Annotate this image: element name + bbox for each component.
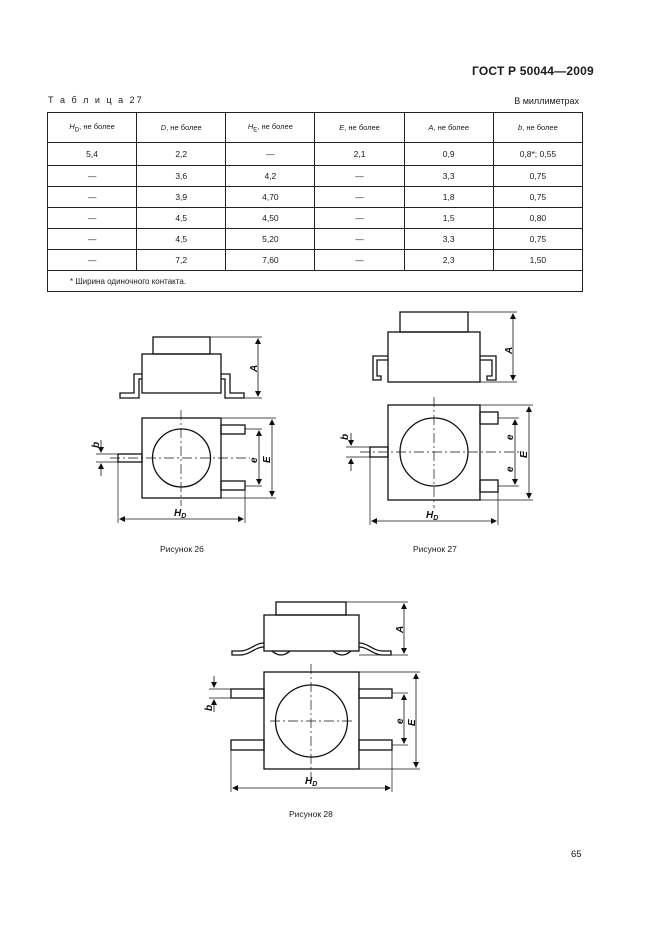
fig27-label-b: b [340, 433, 351, 440]
table-footnote: * Ширина одиночного контакта. [48, 271, 583, 292]
table-cell: 3,3 [404, 229, 493, 250]
table-cell: — [315, 229, 404, 250]
table-cell: — [315, 166, 404, 187]
figure-27-caption: Рисунок 27 [413, 544, 457, 554]
fig28-label-e-small: e [395, 718, 406, 724]
table-units: В миллиметрах [514, 96, 579, 106]
fig26-label-e-small: e [249, 457, 260, 463]
fig28-label-e-large: E [407, 719, 418, 726]
column-header: $H_D$, не более [48, 113, 137, 143]
page-number: 65 [571, 849, 582, 860]
table-cell: 3,6 [137, 166, 226, 187]
table-cell: 4,2 [226, 166, 315, 187]
fig28-label-hd: $H_D$ [305, 776, 318, 788]
table-cell: — [48, 250, 137, 271]
fig26-label-a: A [249, 364, 260, 372]
table-cell: 4,50 [226, 208, 315, 229]
fig26-label-hd: $H_D$ [174, 508, 187, 520]
fig28-label-b: b [204, 704, 215, 711]
fig27-label-e-bottom: e [505, 466, 516, 472]
table-cell: — [315, 208, 404, 229]
figure-28 [209, 602, 420, 792]
table-cell: 1,50 [493, 250, 582, 271]
table-cell: 5,4 [48, 143, 137, 166]
figure-28-caption: Рисунок 28 [289, 809, 333, 819]
column-header: D, не более [137, 113, 226, 143]
fig28-label-a: A [395, 625, 406, 633]
table-cell: — [48, 187, 137, 208]
table-cell: 2,1 [315, 143, 404, 166]
fig27-top-view [346, 397, 533, 525]
table-cell: 4,5 [137, 229, 226, 250]
table-cell: 0,75 [493, 229, 582, 250]
table-cell: 7,2 [137, 250, 226, 271]
table-cell: 1,8 [404, 187, 493, 208]
table-cell: 7,60 [226, 250, 315, 271]
table-cell: 4,70 [226, 187, 315, 208]
document-code: ГОСТ Р 50044—2009 [472, 64, 594, 78]
table-cell: 4,5 [137, 208, 226, 229]
fig26-label-b: b [91, 441, 102, 448]
fig26-side-view [120, 337, 262, 398]
fig27-side-view [373, 312, 517, 382]
table-cell: — [315, 250, 404, 271]
table-cell: 0,75 [493, 187, 582, 208]
column-header: A, не более [404, 113, 493, 143]
table-cell: — [48, 166, 137, 187]
fig27-label-a: A [504, 346, 515, 354]
fig26-top-view [96, 410, 276, 523]
table-cell: 3,9 [137, 187, 226, 208]
table-cell: 0,80 [493, 208, 582, 229]
fig27-label-e-large: E [519, 451, 530, 458]
table-cell: — [48, 208, 137, 229]
fig28-top-view [209, 664, 420, 792]
fig26-label-e-large: E [262, 456, 273, 463]
fig27-label-hd: $H_D$ [426, 510, 439, 522]
table-cell: 0,75 [493, 166, 582, 187]
column-header: b, не более [493, 113, 582, 143]
table-cell: 2,2 [137, 143, 226, 166]
figure-26-caption: Рисунок 26 [160, 544, 204, 554]
column-header: E, не более [315, 113, 404, 143]
table-cell: 0,9 [404, 143, 493, 166]
table-cell: 2,3 [404, 250, 493, 271]
table-cell: — [315, 187, 404, 208]
table-cell: 5,20 [226, 229, 315, 250]
table-cell: — [48, 229, 137, 250]
column-header: $H_E$, не более [226, 113, 315, 143]
table-cell: 3,3 [404, 166, 493, 187]
table-cell: 1,5 [404, 208, 493, 229]
table-cell: — [226, 143, 315, 166]
table-cell: 0,8*; 0,55 [493, 143, 582, 166]
fig27-label-e-top: e [505, 434, 516, 440]
figure-27 [346, 312, 533, 525]
fig28-side-view [232, 602, 408, 655]
table-title: Т а б л и ц а 27 [48, 95, 144, 105]
